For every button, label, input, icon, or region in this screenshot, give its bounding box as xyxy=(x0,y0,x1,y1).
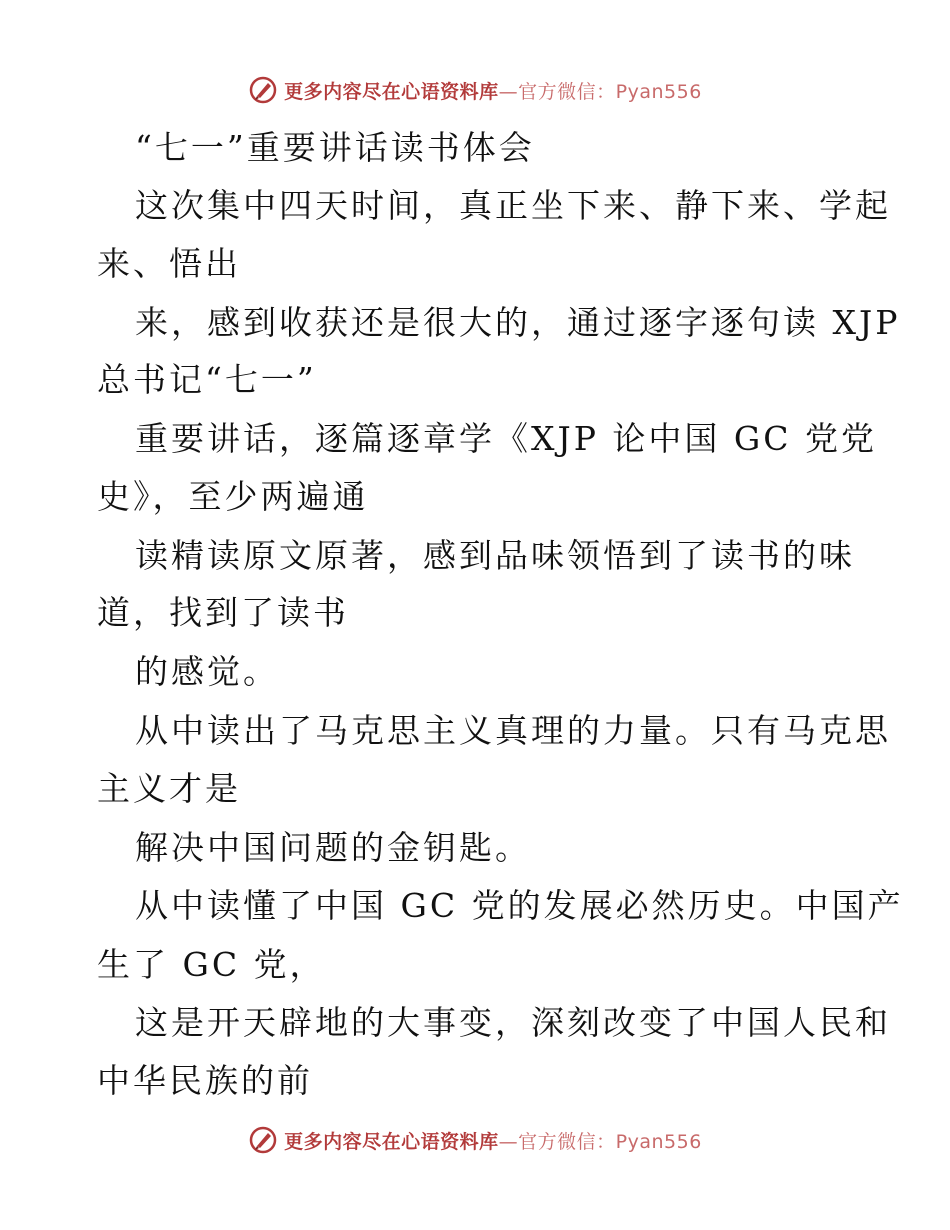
text-line: 道，找到了读书 xyxy=(97,593,349,632)
text-line: 来，感到收获还是很大的，通过逐字逐句读 XJP xyxy=(135,303,901,342)
banner-separator: — xyxy=(498,1130,519,1153)
text-line: 史》，至少两遍通 xyxy=(97,477,369,516)
document-title: “七一”重要讲话读书体会 xyxy=(135,128,535,167)
banner-separator: — xyxy=(498,80,519,103)
text-line: 重要讲话，逐篇逐章学《XJP 论中国 GC 党党 xyxy=(135,419,878,458)
text-line: 解决中国问题的金钥匙。 xyxy=(135,828,531,867)
text-line: 读精读原文原著，感到品味领悟到了读书的味 xyxy=(135,536,855,575)
text-line: 这次集中四天时间，真正坐下来、静下来、学起 xyxy=(135,186,891,225)
text-line: 主义才是 xyxy=(97,769,241,808)
text-line: 中华民族的前 xyxy=(97,1061,313,1100)
text-line: 这是开天辟地的大事变，深刻改变了中国人民和 xyxy=(135,1003,891,1042)
footer-banner-text xyxy=(284,1127,702,1154)
banner-wechat-text: 官方微信：Pyan556 xyxy=(518,80,702,103)
text-line: 从中读出了马克思主义真理的力量。只有马克思 xyxy=(135,711,891,750)
header-banner-text xyxy=(284,77,702,104)
pen-nib-logo-icon xyxy=(248,1125,278,1155)
header-banner xyxy=(0,70,950,110)
pen-nib-logo-icon xyxy=(248,75,278,105)
text-line: 来、悟出 xyxy=(97,244,241,283)
text-line: 总书记“七一” xyxy=(97,360,317,399)
footer-banner xyxy=(0,1120,950,1160)
text-line: 从中读懂了中国 GC 党的发展必然历史。中国产 xyxy=(135,886,904,925)
banner-main-text: 更多内容尽在心语资料库 xyxy=(284,1130,499,1153)
banner-main-text: 更多内容尽在心语资料库 xyxy=(284,80,499,103)
text-line: 生了 GC 党， xyxy=(97,945,326,984)
text-line: 的感觉。 xyxy=(135,652,279,691)
banner-wechat-text: 官方微信：Pyan556 xyxy=(518,1130,702,1153)
